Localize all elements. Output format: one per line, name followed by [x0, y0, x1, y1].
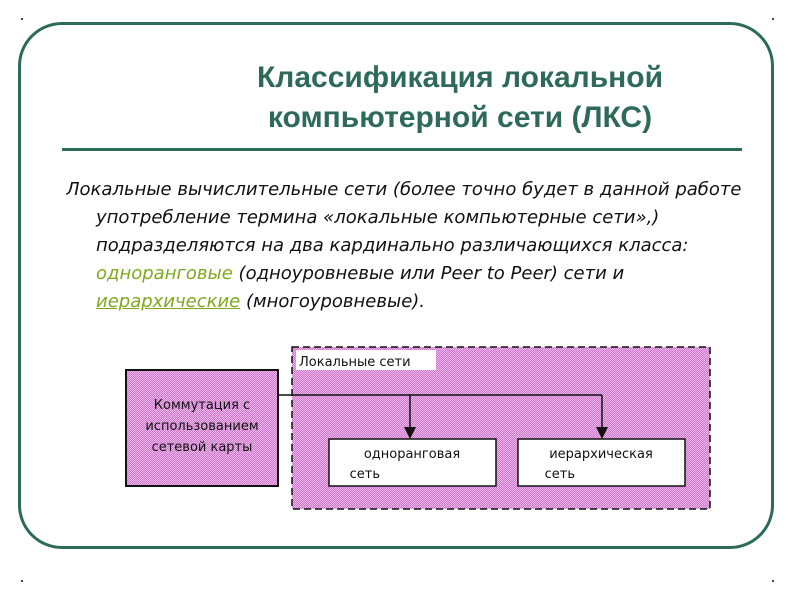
peer-network-line-1: одноранговая	[363, 447, 461, 462]
title-line-1: Классификация локальной	[256, 61, 664, 94]
peer-network-line-2: сеть	[349, 467, 380, 482]
body-text-part-3: (многоуровневые).	[240, 291, 426, 312]
body-text-part-2: (одноуровневые или Peer to Peer) сети и	[232, 263, 625, 284]
title-line-2: компьютерной сети (ЛКС)	[267, 101, 653, 134]
network-card-line-2: использованием	[145, 419, 259, 434]
body-text-part-1: Локальные вычислительные сети (более точно будет в данной работе употребление термина «локальные компьютерные сети»,) подразделяются на два кардинально различающихся класса:	[66, 179, 742, 256]
network-card-line-1: Коммутация с	[153, 398, 251, 413]
term-peer-networks: одноранговые	[96, 263, 233, 284]
local-networks-label: Локальные сети	[299, 355, 411, 370]
network-card-line-3: сетевой карты	[151, 440, 253, 455]
hierarchical-network-line-2: сеть	[544, 467, 575, 482]
hierarchical-network-line-1: иерархическая	[549, 447, 653, 462]
term-hierarchical-networks: иерархические	[96, 291, 241, 312]
